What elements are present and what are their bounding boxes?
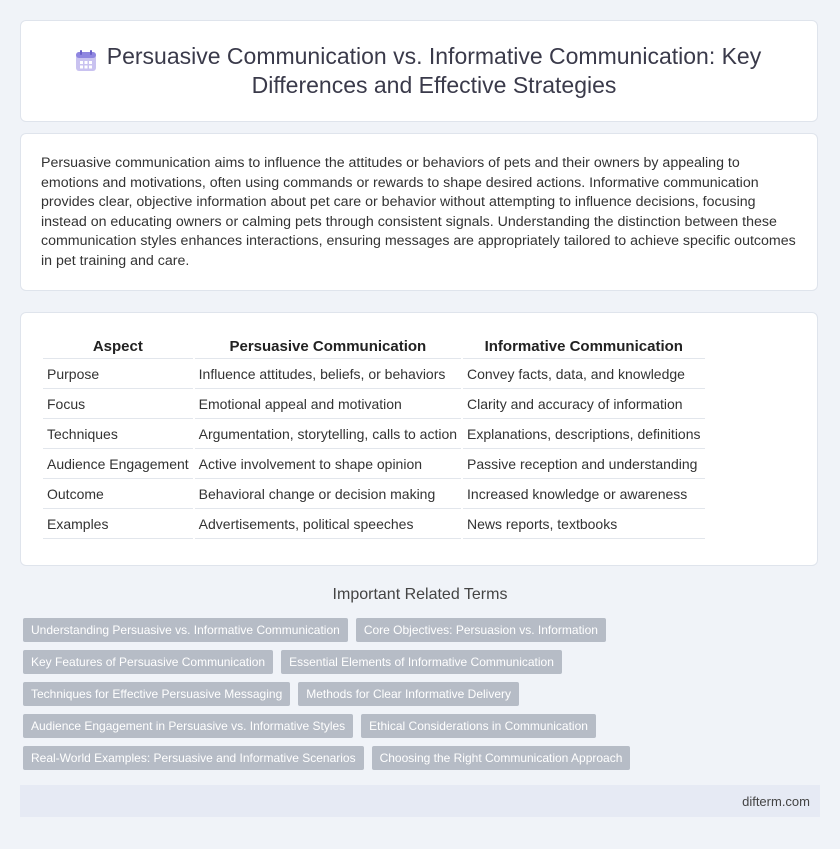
- footer-site-link[interactable]: difterm.com: [742, 794, 810, 809]
- table-cell: Behavioral change or decision making: [195, 479, 461, 509]
- table-cell: Increased knowledge or awareness: [463, 479, 704, 509]
- table-cell: Influence attitudes, beliefs, or behaviors: [195, 359, 461, 389]
- column-header-informative: Informative Communication: [463, 333, 704, 359]
- table-cell: Advertisements, political speeches: [195, 509, 461, 539]
- table-row: [43, 479, 705, 509]
- table-cell: Outcome: [43, 479, 193, 509]
- table-cell: Active involvement to shape opinion: [195, 449, 461, 479]
- related-term-link[interactable]: Understanding Persuasive vs. Informative Communication: [23, 618, 348, 642]
- related-term-link[interactable]: Key Features of Persuasive Communication: [23, 650, 273, 674]
- related-term-link[interactable]: Methods for Clear Informative Delivery: [298, 682, 519, 706]
- table-cell: Argumentation, storytelling, calls to action: [195, 419, 461, 449]
- table-cell: Convey facts, data, and knowledge: [463, 359, 704, 389]
- table-header-row: [43, 333, 705, 359]
- page-title: Persuasive Communication vs. Informative Communication: Key Differences and Effective Strategies: [106, 43, 762, 98]
- calendar-icon: [75, 50, 97, 72]
- table-row: [43, 509, 705, 539]
- related-term-link[interactable]: Core Objectives: Persuasion vs. Information: [356, 618, 606, 642]
- tag-row: [23, 650, 823, 674]
- table-cell: Audience Engagement: [43, 449, 193, 479]
- related-term-link[interactable]: Real-World Examples: Persuasive and Informative Scenarios: [23, 746, 364, 770]
- table-cell: Examples: [43, 509, 193, 539]
- comparison-table-card: [20, 312, 818, 566]
- table-cell: Focus: [43, 389, 193, 419]
- related-terms-list: [23, 618, 823, 778]
- tag-row: [23, 714, 823, 738]
- table-cell: Explanations, descriptions, definitions: [463, 419, 704, 449]
- tag-row: [23, 746, 823, 770]
- tag-row: [23, 682, 823, 706]
- table-row: [43, 389, 705, 419]
- footer: [20, 785, 820, 817]
- table-row: [43, 449, 705, 479]
- intro-paragraph: Persuasive communication aims to influence the attitudes or behaviors of pets and their owners by appealing to emotions and motivations, often using commands or rewards to shape desired actions. Informative communication provides clear, objective information about pet care or behavior without attempting to influence decisions, focusing instead on educating owners or calming pets through consistent signals. Understanding the distinction between these communication styles enhances interactions, ensuring messages are appropriately tailored to achieve specific outcomes in pet training and care.: [41, 155, 796, 269]
- related-term-link[interactable]: Audience Engagement in Persuasive vs. Informative Styles: [23, 714, 353, 738]
- title-wrap: [39, 42, 799, 100]
- table-cell: Passive reception and understanding: [463, 449, 704, 479]
- table-cell: Techniques: [43, 419, 193, 449]
- column-header-persuasive: Persuasive Communication: [195, 333, 461, 359]
- table-row: [43, 359, 705, 389]
- table-cell: News reports, textbooks: [463, 509, 704, 539]
- table-row: [43, 419, 705, 449]
- tag-row: [23, 618, 823, 642]
- related-term-link[interactable]: Ethical Considerations in Communication: [361, 714, 596, 738]
- related-term-link[interactable]: Choosing the Right Communication Approach: [372, 746, 631, 770]
- comparison-table: [41, 333, 707, 539]
- table-cell: Clarity and accuracy of information: [463, 389, 704, 419]
- intro-card: [20, 133, 818, 291]
- column-header-aspect: Aspect: [43, 333, 193, 359]
- table-cell: Purpose: [43, 359, 193, 389]
- related-term-link[interactable]: Techniques for Effective Persuasive Messaging: [23, 682, 290, 706]
- related-terms-heading: Important Related Terms: [332, 586, 508, 603]
- table-cell: Emotional appeal and motivation: [195, 389, 461, 419]
- related-term-link[interactable]: Essential Elements of Informative Communication: [281, 650, 562, 674]
- header-card: [20, 20, 818, 122]
